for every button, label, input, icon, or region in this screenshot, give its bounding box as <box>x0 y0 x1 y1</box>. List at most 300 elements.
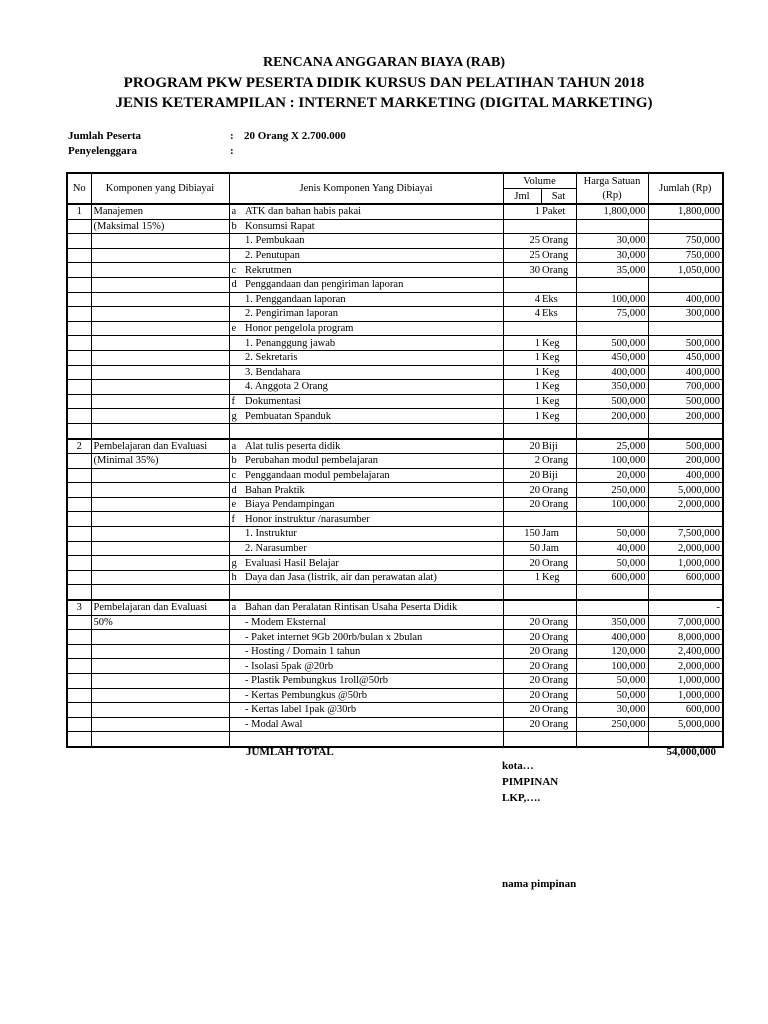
row-komponen <box>91 307 229 322</box>
row-sat: Jam <box>541 541 576 556</box>
row-komponen <box>91 380 229 395</box>
row-no <box>67 688 91 703</box>
row-harga: 200,000 <box>576 409 648 424</box>
row-jml: 1 <box>503 204 541 219</box>
row-no <box>67 630 91 645</box>
row-jumlah: 500,000 <box>648 394 723 409</box>
row-jml: 20 <box>503 717 541 732</box>
header-jml: Jml <box>503 189 541 205</box>
row-jumlah: 200,000 <box>648 454 723 469</box>
header-harga: Harga Satuan (Rp) <box>576 173 648 204</box>
row-sub-letter <box>229 336 243 351</box>
row-sat: Orang <box>541 717 576 732</box>
row-jml: 1 <box>503 365 541 380</box>
row-jumlah: - <box>648 600 723 615</box>
row-jumlah <box>648 219 723 234</box>
row-jenis: 3. Bendahara <box>243 365 503 380</box>
row-komponen <box>91 688 229 703</box>
row-sat: Orang <box>541 688 576 703</box>
row-no <box>67 585 91 600</box>
row-jml <box>503 600 541 615</box>
header-jumlah: Jumlah (Rp) <box>648 173 723 204</box>
row-komponen <box>91 394 229 409</box>
row-no <box>67 512 91 527</box>
row-jenis: Perubahan modul pembelajaran <box>243 454 503 469</box>
row-sat <box>541 219 576 234</box>
row-jml: 4 <box>503 292 541 307</box>
table-row <box>67 585 723 600</box>
row-jumlah: 400,000 <box>648 292 723 307</box>
row-komponen <box>91 674 229 689</box>
row-harga: 35,000 <box>576 263 648 278</box>
row-sub-letter <box>229 659 243 674</box>
signature-name: nama pimpinan <box>502 878 577 890</box>
row-sub-letter: a <box>229 600 243 615</box>
table-row <box>67 483 723 498</box>
row-no <box>67 321 91 336</box>
signature-org: LKP,…. <box>502 792 541 804</box>
row-komponen <box>91 277 229 292</box>
row-harga: 400,000 <box>576 630 648 645</box>
header-sat: Sat <box>541 189 576 205</box>
row-jenis <box>243 423 503 438</box>
row-komponen <box>91 541 229 556</box>
row-jumlah <box>648 732 723 747</box>
row-sub-letter <box>229 527 243 542</box>
row-sub-letter: f <box>229 394 243 409</box>
table-row <box>67 600 723 615</box>
row-sat: Orang <box>541 615 576 630</box>
row-jumlah: 7,500,000 <box>648 527 723 542</box>
table-row <box>67 615 723 630</box>
table-row <box>67 263 723 278</box>
row-no <box>67 336 91 351</box>
row-sub-letter: e <box>229 497 243 512</box>
program-title: PROGRAM PKW PESERTA DIDIK KURSUS DAN PELATIHAN TAHUN 2018 <box>123 75 645 91</box>
table-row <box>67 292 723 307</box>
row-sat: Jam <box>541 527 576 542</box>
row-sub-letter <box>229 307 243 322</box>
row-sat: Orang <box>541 659 576 674</box>
row-jumlah: 2,400,000 <box>648 644 723 659</box>
row-sat: Orang <box>541 703 576 718</box>
signature-place: kota… <box>502 760 534 772</box>
row-jumlah: 200,000 <box>648 409 723 424</box>
row-harga: 450,000 <box>576 350 648 365</box>
row-sub-letter <box>229 365 243 380</box>
row-harga: 30,000 <box>576 248 648 263</box>
row-jml <box>503 321 541 336</box>
row-harga <box>576 277 648 292</box>
row-jml: 1 <box>503 409 541 424</box>
row-harga: 50,000 <box>576 527 648 542</box>
row-jml: 20 <box>503 497 541 512</box>
row-jenis: - Paket internet 9Gb 200rb/bulan x 2bulan <box>243 630 503 645</box>
row-sat: Keg <box>541 570 576 585</box>
row-jumlah <box>648 512 723 527</box>
row-no <box>67 219 91 234</box>
row-sat: Keg <box>541 336 576 351</box>
row-komponen: Pembelajaran dan Evaluasi <box>91 600 229 615</box>
row-jenis: 4. Anggota 2 Orang <box>243 380 503 395</box>
row-jenis: 2. Sekretaris <box>243 350 503 365</box>
row-no <box>67 277 91 292</box>
row-komponen <box>91 512 229 527</box>
row-sat <box>541 321 576 336</box>
table-row <box>67 512 723 527</box>
row-jml: 20 <box>503 615 541 630</box>
row-jenis: Honor instruktur /narasumber <box>243 512 503 527</box>
row-harga: 500,000 <box>576 336 648 351</box>
row-jml: 1 <box>503 570 541 585</box>
table-row <box>67 644 723 659</box>
row-komponen <box>91 644 229 659</box>
row-jumlah: 400,000 <box>648 365 723 380</box>
row-jenis: Rekrutmen <box>243 263 503 278</box>
row-jenis: - Kertas Pembungkus @50rb <box>243 688 503 703</box>
row-jumlah: 1,000,000 <box>648 688 723 703</box>
skill-title: JENIS KETERAMPILAN : INTERNET MARKETING (DIGITAL MARKETING) <box>115 95 653 111</box>
row-no <box>67 659 91 674</box>
row-jml: 150 <box>503 527 541 542</box>
row-sat: Eks <box>541 292 576 307</box>
row-harga <box>576 585 648 600</box>
row-jml: 50 <box>503 541 541 556</box>
penyelenggara-colon: : <box>230 145 234 157</box>
row-komponen <box>91 659 229 674</box>
row-no <box>67 350 91 365</box>
row-no <box>67 394 91 409</box>
row-sub-letter <box>229 585 243 600</box>
row-jumlah: 750,000 <box>648 234 723 249</box>
row-no <box>67 483 91 498</box>
table-row <box>67 234 723 249</box>
table-row <box>67 350 723 365</box>
table-row <box>67 541 723 556</box>
row-komponen <box>91 570 229 585</box>
row-jml <box>503 277 541 292</box>
row-jenis: Alat tulis peserta didik <box>243 439 503 454</box>
row-komponen <box>91 321 229 336</box>
row-jenis: 1. Penggandaan laporan <box>243 292 503 307</box>
row-jml: 20 <box>503 703 541 718</box>
row-jenis: - Kertas label 1pak @30rb <box>243 703 503 718</box>
row-komponen <box>91 497 229 512</box>
row-jml: 20 <box>503 644 541 659</box>
row-jenis: Pembuatan Spanduk <box>243 409 503 424</box>
row-komponen <box>91 703 229 718</box>
header-no: No <box>67 173 91 204</box>
budget-table <box>66 172 724 748</box>
row-jumlah: 1,000,000 <box>648 674 723 689</box>
row-sat: Orang <box>541 454 576 469</box>
peserta-colon: : <box>230 130 234 142</box>
row-no <box>67 674 91 689</box>
row-komponen: Manajemen <box>91 204 229 219</box>
row-sub-letter: a <box>229 439 243 454</box>
row-jml: 20 <box>503 468 541 483</box>
row-sub-letter: c <box>229 263 243 278</box>
table-row <box>67 307 723 322</box>
row-jenis: - Isolasi 5pak @20rb <box>243 659 503 674</box>
row-harga: 500,000 <box>576 394 648 409</box>
row-harga: 350,000 <box>576 615 648 630</box>
row-jumlah: 700,000 <box>648 380 723 395</box>
row-jml: 20 <box>503 439 541 454</box>
total-label: JUMLAH TOTAL <box>246 746 334 758</box>
row-harga: 30,000 <box>576 703 648 718</box>
row-no <box>67 703 91 718</box>
row-sat <box>541 512 576 527</box>
row-komponen <box>91 409 229 424</box>
row-sub-letter: g <box>229 556 243 571</box>
table-row <box>67 439 723 454</box>
row-jml: 25 <box>503 248 541 263</box>
row-jenis: Bahan dan Peralatan Rintisan Usaha Peserta Didik <box>243 600 503 615</box>
row-harga: 250,000 <box>576 483 648 498</box>
row-harga: 100,000 <box>576 454 648 469</box>
row-sat: Eks <box>541 307 576 322</box>
row-no <box>67 292 91 307</box>
row-sub-letter: h <box>229 570 243 585</box>
row-no: 3 <box>67 600 91 615</box>
row-no <box>67 263 91 278</box>
row-jumlah: 600,000 <box>648 570 723 585</box>
penyelenggara-label: Penyelenggara <box>68 145 138 157</box>
row-jumlah: 750,000 <box>648 248 723 263</box>
row-komponen <box>91 336 229 351</box>
row-sub-letter <box>229 541 243 556</box>
row-sub-letter <box>229 644 243 659</box>
row-jml: 30 <box>503 263 541 278</box>
row-komponen <box>91 483 229 498</box>
row-jumlah: 7,000,000 <box>648 615 723 630</box>
table-row <box>67 688 723 703</box>
row-harga: 120,000 <box>576 644 648 659</box>
row-jumlah: 1,000,000 <box>648 556 723 571</box>
row-jumlah: 2,000,000 <box>648 659 723 674</box>
row-no <box>67 307 91 322</box>
row-sub-letter <box>229 674 243 689</box>
row-komponen <box>91 423 229 438</box>
row-harga <box>576 321 648 336</box>
table-row <box>67 365 723 380</box>
row-sat <box>541 600 576 615</box>
row-no <box>67 732 91 747</box>
row-jenis <box>243 732 503 747</box>
table-row <box>67 659 723 674</box>
row-komponen: (Maksimal 15%) <box>91 219 229 234</box>
row-jenis: Penggandaan modul pembelajaran <box>243 468 503 483</box>
peserta-label: Jumlah Peserta <box>68 130 142 142</box>
row-sat <box>541 423 576 438</box>
row-jml: 1 <box>503 350 541 365</box>
row-sat: Orang <box>541 630 576 645</box>
header-komponen: Komponen yang Dibiayai <box>91 173 229 204</box>
table-row <box>67 570 723 585</box>
row-sub-letter <box>229 703 243 718</box>
table-row <box>67 277 723 292</box>
row-komponen <box>91 732 229 747</box>
row-jenis: 2. Pengiriman laporan <box>243 307 503 322</box>
row-no <box>67 644 91 659</box>
row-sub-letter <box>229 688 243 703</box>
row-no <box>67 454 91 469</box>
row-jenis: - Modem Eksternal <box>243 615 503 630</box>
row-no <box>67 248 91 263</box>
row-jml: 20 <box>503 688 541 703</box>
row-no <box>67 365 91 380</box>
row-sub-letter: d <box>229 277 243 292</box>
table-row <box>67 380 723 395</box>
header-jenis: Jenis Komponen Yang Dibiayai <box>229 173 503 204</box>
row-jenis <box>243 585 503 600</box>
row-jenis: - Hosting / Domain 1 tahun <box>243 644 503 659</box>
table-row <box>67 732 723 747</box>
row-jenis: 1. Pembukaan <box>243 234 503 249</box>
row-jenis: 1. Instruktur <box>243 527 503 542</box>
row-komponen <box>91 292 229 307</box>
row-komponen <box>91 468 229 483</box>
row-no <box>67 234 91 249</box>
row-harga: 600,000 <box>576 570 648 585</box>
row-no <box>67 468 91 483</box>
row-sub-letter <box>229 350 243 365</box>
row-sub-letter: f <box>229 512 243 527</box>
row-jenis: ATK dan bahan habis pakai <box>243 204 503 219</box>
table-row <box>67 394 723 409</box>
row-sat: Orang <box>541 674 576 689</box>
row-no <box>67 556 91 571</box>
table-row <box>67 717 723 732</box>
row-harga: 50,000 <box>576 674 648 689</box>
row-jml <box>503 512 541 527</box>
row-sub-letter: a <box>229 204 243 219</box>
row-sat: Orang <box>541 248 576 263</box>
row-jml: 20 <box>503 556 541 571</box>
row-sat: Keg <box>541 350 576 365</box>
row-komponen: Pembelajaran dan Evaluasi <box>91 439 229 454</box>
row-sub-letter: b <box>229 219 243 234</box>
row-sub-letter <box>229 630 243 645</box>
row-harga: 250,000 <box>576 717 648 732</box>
table-row <box>67 630 723 645</box>
row-harga <box>576 512 648 527</box>
row-jumlah: 500,000 <box>648 439 723 454</box>
peserta-value: 20 Orang X 2.700.000 <box>244 130 346 142</box>
row-jml <box>503 219 541 234</box>
row-jumlah <box>648 585 723 600</box>
row-jml: 20 <box>503 630 541 645</box>
row-no <box>67 380 91 395</box>
row-komponen <box>91 248 229 263</box>
row-jenis: Konsumsi Rapat <box>243 219 503 234</box>
table-row <box>67 248 723 263</box>
row-jml: 20 <box>503 483 541 498</box>
table-row <box>67 204 723 219</box>
row-jenis: - Plastik Pembungkus 1roll@50rb <box>243 674 503 689</box>
row-sub-letter: e <box>229 321 243 336</box>
row-jumlah: 5,000,000 <box>648 483 723 498</box>
signature-role: PIMPINAN <box>502 776 559 788</box>
row-jenis: Honor pengelola program <box>243 321 503 336</box>
row-komponen: 50% <box>91 615 229 630</box>
row-no <box>67 541 91 556</box>
row-sat: Biji <box>541 468 576 483</box>
table-row <box>67 468 723 483</box>
row-jumlah: 2,000,000 <box>648 541 723 556</box>
row-jumlah: 2,000,000 <box>648 497 723 512</box>
row-sub-letter: b <box>229 454 243 469</box>
row-no: 1 <box>67 204 91 219</box>
row-jumlah: 600,000 <box>648 703 723 718</box>
row-komponen <box>91 234 229 249</box>
row-sat: Keg <box>541 394 576 409</box>
row-harga: 75,000 <box>576 307 648 322</box>
row-no <box>67 717 91 732</box>
row-no <box>67 527 91 542</box>
row-jml: 25 <box>503 234 541 249</box>
row-harga: 40,000 <box>576 541 648 556</box>
row-jml: 1 <box>503 336 541 351</box>
row-jml: 20 <box>503 659 541 674</box>
row-jenis: Penggandaan dan pengiriman laporan <box>243 277 503 292</box>
row-jumlah: 8,000,000 <box>648 630 723 645</box>
row-sub-letter <box>229 615 243 630</box>
row-sat: Biji <box>541 439 576 454</box>
row-jumlah: 1,800,000 <box>648 204 723 219</box>
table-row <box>67 423 723 438</box>
row-jumlah <box>648 321 723 336</box>
row-jml: 2 <box>503 454 541 469</box>
row-jumlah <box>648 277 723 292</box>
row-harga: 400,000 <box>576 365 648 380</box>
row-jumlah: 5,000,000 <box>648 717 723 732</box>
row-komponen <box>91 630 229 645</box>
table-row <box>67 409 723 424</box>
row-jml: 1 <box>503 380 541 395</box>
row-jml <box>503 732 541 747</box>
row-sub-letter <box>229 380 243 395</box>
row-no <box>67 615 91 630</box>
row-jenis: Bahan Praktik <box>243 483 503 498</box>
row-jml: 1 <box>503 394 541 409</box>
row-jml <box>503 423 541 438</box>
row-sat <box>541 585 576 600</box>
row-jumlah: 500,000 <box>648 336 723 351</box>
row-no <box>67 497 91 512</box>
row-sub-letter <box>229 248 243 263</box>
row-sub-letter: g <box>229 409 243 424</box>
table-row <box>67 703 723 718</box>
row-sat: Orang <box>541 483 576 498</box>
row-jumlah <box>648 423 723 438</box>
row-sub-letter: d <box>229 483 243 498</box>
row-komponen <box>91 365 229 380</box>
row-jumlah: 1,050,000 <box>648 263 723 278</box>
table-row <box>67 454 723 469</box>
row-harga: 25,000 <box>576 439 648 454</box>
row-sub-letter: c <box>229 468 243 483</box>
row-komponen <box>91 350 229 365</box>
row-sat: Orang <box>541 234 576 249</box>
row-jumlah: 450,000 <box>648 350 723 365</box>
row-jml <box>503 585 541 600</box>
table-row <box>67 527 723 542</box>
row-harga: 20,000 <box>576 468 648 483</box>
row-harga: 350,000 <box>576 380 648 395</box>
table-row <box>67 336 723 351</box>
